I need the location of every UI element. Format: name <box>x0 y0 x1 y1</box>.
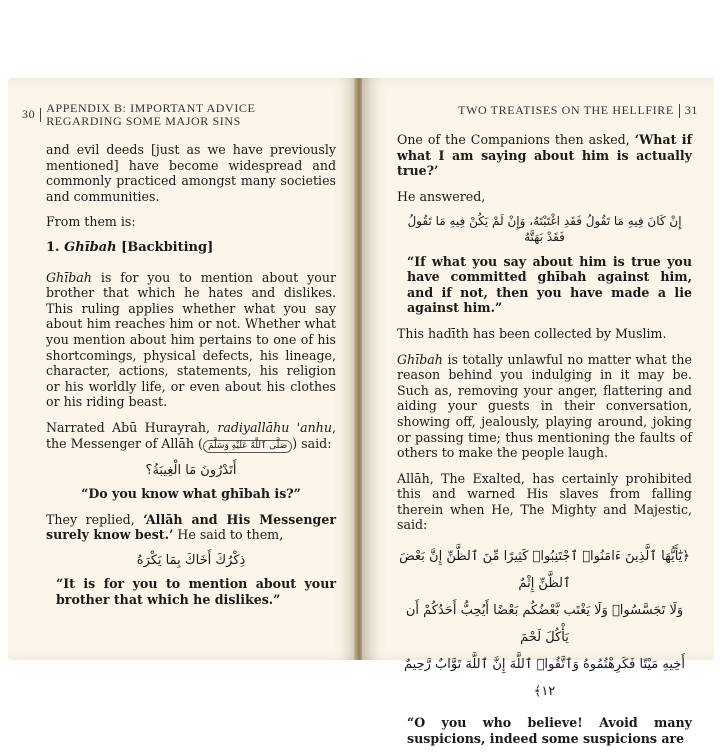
left-header-title <box>46 102 255 128</box>
rpara4-rest: is totally unlawful no matter what the reason behind you indulging in it may be. Such as, removing your anger, flattering and aiding your guests in their conversation, showing off, jealously, playing around, joking or passing time; thus mentioning the faults of others to make the people laugh. <box>397 351 692 461</box>
left-header-line2: REGARDING SOME MAJOR SINS <box>46 114 241 128</box>
right-paragraph-2: He answered, <box>397 188 486 204</box>
quran-verse <box>397 543 692 705</box>
quote-2: “It is for you to mention about your brother that which he dislikes.” <box>56 576 336 608</box>
rpara4-term: Ghībah <box>397 351 443 367</box>
right-paragraph-4 <box>397 352 692 461</box>
verse-line-3: أَخِيهِ مَيْتًا فَكَرِهْتُمُوهُ وَٱتَّقُوا۟ ٱللَّهَ إِنَّ ٱللَّهَ تَوَّابٌ رَّحِيمٌ ١٢﴾ <box>404 657 685 700</box>
left-paragraph-3 <box>46 270 336 410</box>
para5-b: ‘Allāh and His Messenger surely know best.’ <box>46 511 336 543</box>
rpara1-b: ‘What if what I am saying about him is actually true?’ <box>397 132 693 179</box>
header-divider <box>40 108 41 122</box>
arabic-text-2: ذِكْرُكَ أَخَاكَ بِمَا يَكْرَهُ <box>136 552 246 568</box>
para3-term: Ghībah <box>46 269 92 285</box>
verse-line-2: وَلَا تَجَسَّسُوا۟ وَلَا يَغْتَب بَّعْضُكُم بَعْضًا أَيُحِبُّ أَحَدُكُمْ أَن يَأْكُلَ لَحْمَ <box>405 603 684 646</box>
right-header-title: TWO TREATISES ON THE HELLFIRE <box>458 103 674 117</box>
left-page-content <box>46 142 336 618</box>
right-page-number: 31 <box>684 103 698 117</box>
salutation-glyph: صَلَّى ٱللَّهُ عَلَيْهِ وَسَلَّمَ <box>203 440 292 453</box>
header-divider <box>679 104 680 118</box>
quote-4: “O you who believe! Avoid many suspicions, indeed some suspicions are <box>407 715 692 746</box>
heading-number: 1. <box>46 239 65 255</box>
rpara1-a: One of the Companions then asked, <box>397 132 635 147</box>
heading-term: Ghībah <box>64 239 117 255</box>
left-paragraph-5 <box>46 512 336 543</box>
para4-b: radiyallāhu 'anhu <box>217 419 332 435</box>
para4-d: ) said: <box>292 435 332 451</box>
right-paragraph-3: This hadīth has been collected by Muslim. <box>397 325 667 341</box>
heading-rest: [Backbiting] <box>116 239 214 255</box>
right-page-content <box>397 132 692 756</box>
arabic-text-3: إِنْ كَانَ فِيهِ مَا تَقُولُ فَقَدِ اغْتَبْتَهُ، وَإِنْ لَمْ يَكُنْ فِيهِ مَا تَقُولُ فَقَدْ بَهَتَّهُ <box>407 214 682 244</box>
left-header-line1: APPENDIX B: IMPORTANT ADVICE <box>46 101 256 115</box>
open-book <box>0 78 720 746</box>
right-paragraph-1 <box>397 132 692 179</box>
right-page <box>362 78 714 746</box>
quote-3: “If what you say about him is true you have committed ghībah against him, and if not, then you have made a lie against him.” <box>407 253 692 316</box>
arabic-text-1: أَتَدْرُونَ مَا الْغِيبَةُ؟ <box>145 462 237 478</box>
para3-rest: is for you to mention about your brother that which he hates and dislikes. This ruling applies whether what you say about him reaches him or not. Whether what you mention about him pertains to one of his shortcomings, physical defects, his lineage, character, actions, statements, his religion or his worldly life, or even about his clothes or his riding beast. <box>46 269 336 410</box>
right-paragraph-5: Allāh, The Exalted, has certainly prohibited this and warned His slaves from falling therein when He, The Mighty and Majestic, said: <box>397 470 692 533</box>
left-paragraph-1: and evil deeds [just as we have previously mentioned] have become widespread and commonly practiced amongst many societies and communities. <box>46 142 336 204</box>
para5-a: They replied, <box>46 511 144 527</box>
left-paragraph-4 <box>46 420 336 453</box>
left-page-header <box>22 102 255 128</box>
right-page-header <box>458 104 698 118</box>
para4-a: Narrated Abū Hurayrah, <box>46 419 218 435</box>
quote-1: “Do you know what ghībah is?” <box>81 486 301 502</box>
left-paragraph-2: From them is: <box>46 214 136 230</box>
section-heading-ghibah <box>46 240 336 256</box>
left-page-number: 30 <box>22 106 36 121</box>
para5-c: He said to them, <box>173 527 284 543</box>
verse-line-1: ﴿يَٰٓأَيُّهَا ٱلَّذِينَ ءَامَنُوا۟ ٱجْتَنِبُوا۟ كَثِيرًا مِّنَ ٱلظَّنِّ إِنَّ بَعْضَ ٱلظَّنِّ إِثْمٌ <box>399 549 690 592</box>
left-page <box>8 78 358 660</box>
para4-c: , the Messenger of Allāh ( <box>46 419 336 451</box>
